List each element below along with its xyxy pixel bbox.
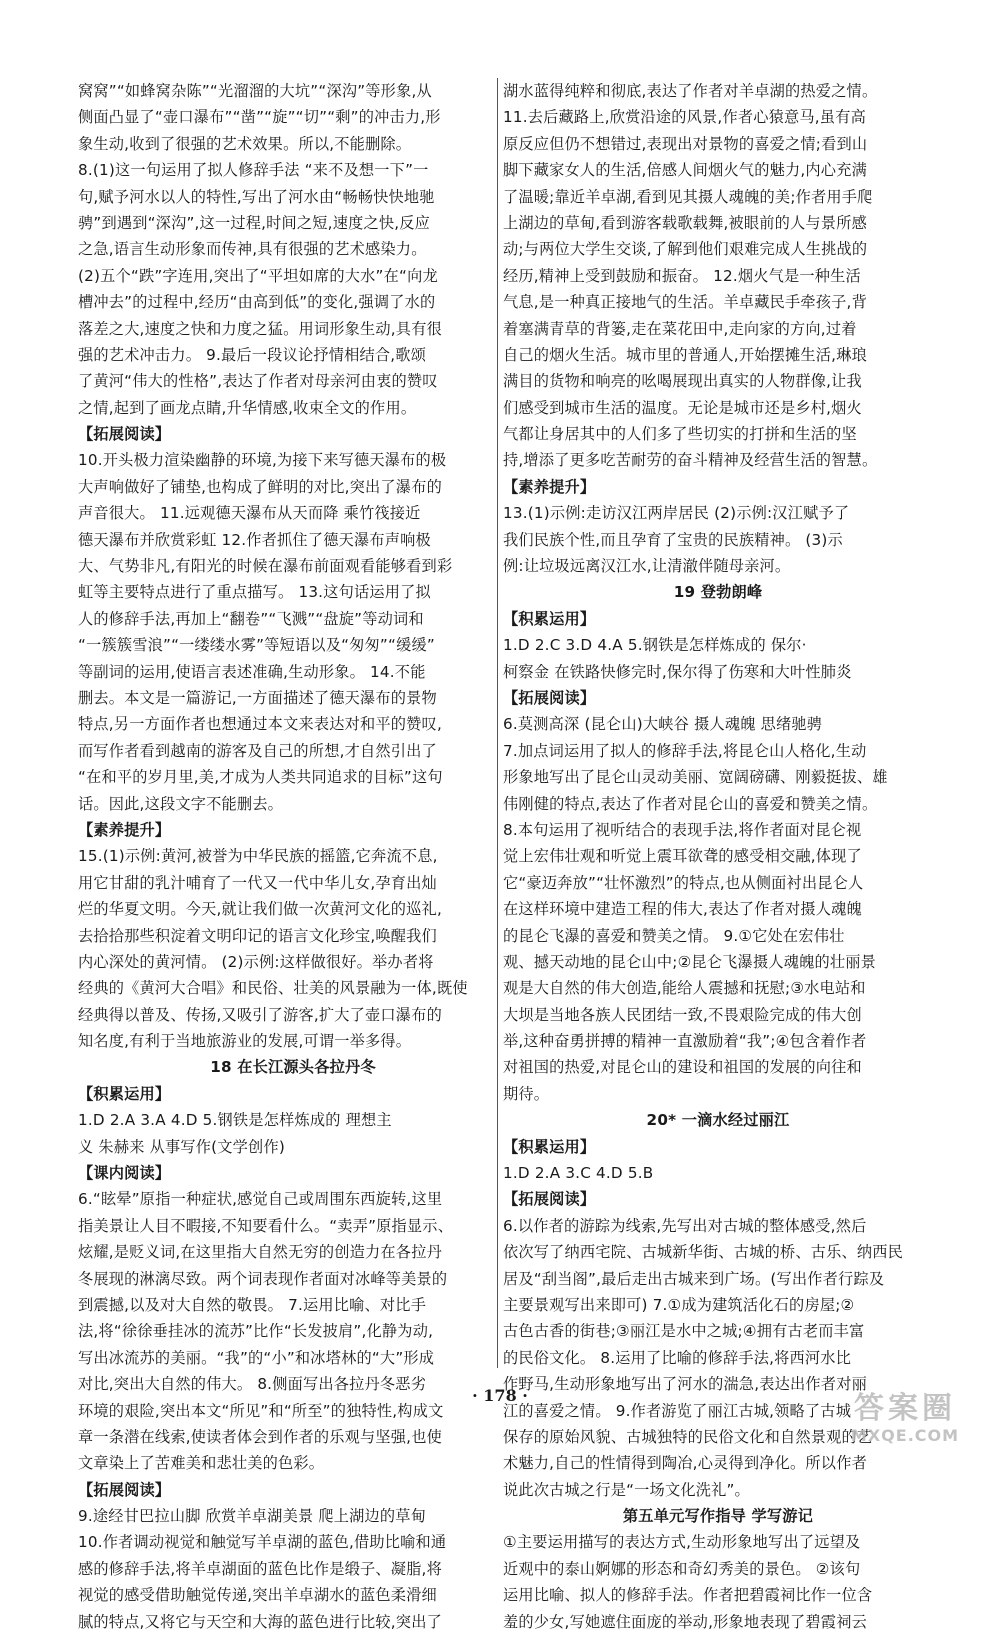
text-line: 10.开头极力渲染幽静的环境,为接下来写德天瀑布的极 <box>78 451 447 470</box>
text-line: “在和平的岁月里,美,才成为人类共同追求的目标”这句 <box>78 768 443 787</box>
text-line: 文章染上了苦难美和悲壮美的色彩。 <box>78 1454 325 1473</box>
text-line: 之急,语言生动形象而传神,具有很强的艺术感染力。 <box>78 240 427 259</box>
text-line: 内心深处的黄河情。 (2)示例:这样做很好。举办者将 <box>78 952 434 971</box>
text-line: 持,增添了更多吃苦耐劳的奋斗精神及经营生活的智慧。 <box>503 451 878 470</box>
text-line: 章一条潜在线索,使读者体会到作者的乐观与坚强,也使 <box>78 1427 442 1446</box>
text-line: 了黄河“伟大的性格”,表达了作者对母亲河由衷的赞叹 <box>78 372 438 391</box>
text-line: 对祖国的热爱,对昆仑山的建设和祖国的发展的向往和 <box>503 1058 862 1077</box>
text-line: 6.“眩晕”原指一种症状,感觉自己或周围东西旋转,这里 <box>78 1190 443 1209</box>
text-line: 说此次古城之行是“一场文化洗礼”。 <box>503 1480 750 1499</box>
text-line: 去拾拾那些积淀着文明印记的语言文化珍宝,唤醒我们 <box>78 926 437 945</box>
text-line: 运用比喻、拟人的修辞手法。作者把碧霞祠比作一位含 <box>503 1586 873 1605</box>
text-line: 羞的少女,写她遮住面庞的举动,形象地表现了碧霞祠云 <box>503 1612 867 1631</box>
text-line: 观、撼天动地的昆仑山中;②昆仑飞瀑摄人魂魄的壮丽景 <box>503 952 877 971</box>
text-line: 了温暖;靠近羊卓湖,看到见其摄人魂魄的美;作者用手爬 <box>503 187 873 206</box>
text-line: 虹等主要特点进行了重点描写。 13.这句话运用了拟 <box>78 583 431 602</box>
text-line: 经历,精神上受到鼓励和振奋。 12.烟火气是一种生活 <box>503 266 861 285</box>
text-line: 江的喜爱之情。 9.作者游览了丽江古城,领略了古城 <box>503 1401 852 1420</box>
section-heading: 【积累运用】 <box>503 609 596 628</box>
text-line: 经典得以普及、传扬,又吸引了游客,扩大了壶口瀑布的 <box>78 1005 442 1024</box>
text-line: 大坝是当地各族人民团结一致,不畏艰险完成的伟大创 <box>503 1005 862 1024</box>
text-line: “一簇簇雪浪”“一缕缕水雾”等短语以及“匆匆”“缓缓” <box>78 636 435 655</box>
section-heading: 【素养提升】 <box>78 820 171 839</box>
page-number: · 178 · <box>472 1386 528 1405</box>
text-line: 写出冰流苏的美丽。“我”的“小”和冰塔林的“大”形成 <box>78 1348 435 1367</box>
text-line: 人的修辞手法,再加上“翻卷”“飞溅”“盘旋”等动词和 <box>78 609 424 628</box>
text-line: 满目的货物和响亮的吆喝展现出真实的人物群像,让我 <box>503 372 862 391</box>
text-line: 着塞满青草的背篓,走在菜花田中,走向家的方向,过着 <box>503 319 857 338</box>
text-line: 气都让身居其中的人们多了些切实的打拼和生活的坚 <box>503 425 857 444</box>
text-line: 9.途经甘巴拉山脚 欣赏羊卓湖美景 爬上湖边的草甸 <box>78 1507 427 1526</box>
text-line: 的民俗文化。 8.运用了比喻的修辞手法,将西河水比 <box>503 1348 852 1367</box>
text-line: (2)五个“跌”字连用,突出了“平坦如席的大水”在“向龙 <box>78 266 438 285</box>
text-line: 的昆仑飞瀑的喜爱和赞美之情。 9.①它处在宏伟壮 <box>503 926 845 945</box>
text-line: 它“豪迈奔放”“壮怀激烈”的特点,也从侧面衬出昆仑人 <box>503 873 864 892</box>
text-line: 话。因此,这段文字不能删去。 <box>78 794 284 813</box>
text-line: 7.加点词运用了拟人的修辞手法,将昆仑山人格化,生动 <box>503 741 867 760</box>
text-line: 自己的烟火生活。城市里的普通人,开始摆摊生活,琳琅 <box>503 345 867 364</box>
text-line: 德天瀑布并欣赏彩虹 12.作者抓住了德天瀑布声响极 <box>78 530 431 549</box>
text-line: ①主要运用描写的表达方式,生动形象地写出了远望及 <box>503 1533 861 1552</box>
text-line: 腻的特点,又将它与天空和大海的蓝色进行比较,突出了 <box>78 1612 442 1631</box>
text-line: 脚下藏家女人的生活,倍感人间烟火气的魅力,内心充满 <box>503 161 867 180</box>
watermark-line2: MXQE.COM <box>850 1426 960 1445</box>
text-line: 居及“刮当阁”,最后走出古城来到广场。(写出作者行踪及 <box>503 1269 885 1288</box>
text-line: 用它甘甜的乳汁哺育了一代又一代中华儿女,孕育出灿 <box>78 873 437 892</box>
section-heading: 【素养提升】 <box>503 477 596 496</box>
text-line: 保存的原始风貌、古城独特的民俗文化和自然景观的艺 <box>503 1427 873 1446</box>
column-divider <box>497 78 498 1368</box>
text-line: 伟刚健的特点,表达了作者对昆仑山的喜爱和赞美之情。 <box>503 794 878 813</box>
text-line: 经典的《黄河大合唱》和民俗、壮美的风景融为一体,既使 <box>78 979 468 998</box>
text-line: 烂的华夏文明。今天,就让我们做一次黄河文化的巡礼, <box>78 900 442 919</box>
text-line: 10.作者调动视觉和触觉写羊卓湖的蓝色,借助比喻和通 <box>78 1533 447 1552</box>
text-line: 举,这种奋勇拼搏的精神一直激励着“我”;④包含着作者 <box>503 1032 867 1051</box>
text-line: 感的修辞手法,将羊卓湖面的蓝色比作是缎子、凝脂,将 <box>78 1559 442 1578</box>
text-line: 骋”到遇到“深沟”,这一过程,时间之短,速度之快,反应 <box>78 213 431 232</box>
text-line: 对比,突出大自然的伟大。 8.侧面写出各拉丹冬恶劣 <box>78 1375 427 1394</box>
text-line: 等副词的运用,使语言表述准确,生动形象。 14.不能 <box>78 662 426 681</box>
lesson-title: 18 在长江源头各拉丹冬 <box>210 1058 376 1077</box>
text-line: 例:让垃圾远离汉江水,让清澈伴随母亲河。 <box>503 557 791 576</box>
section-heading: 【拓展阅读】 <box>503 1190 596 1209</box>
text-line: 形象地写出了昆仑山灵动美丽、宽阔磅礴、刚毅挺拔、雄 <box>503 768 888 787</box>
watermark-logo <box>820 1392 990 1452</box>
lesson-title: 20* 一滴水经过丽江 <box>646 1111 790 1130</box>
text-line: 而写作者看到越南的游客及自己的所想,才自然引出了 <box>78 741 437 760</box>
text-line: 作野马,生动形象地写出了河水的湍急,表达出作者对丽 <box>503 1375 867 1394</box>
watermark-line1: 答案圈 <box>854 1391 956 1426</box>
text-line: 6.以作者的游踪为线索,先写出对古城的整体感受,然后 <box>503 1216 867 1235</box>
text-line: 象生动,收到了很强的艺术效果。所以,不能删除。 <box>78 134 412 153</box>
text-line: 之情,起到了画龙点睛,升华情感,收束全文的作用。 <box>78 398 417 417</box>
text-line: 术魅力,自己的性情得到陶冶,心灵得到净化。所以作者 <box>503 1454 867 1473</box>
text-line: 到震撼,以及对大自然的敬畏。 7.运用比喻、对比手 <box>78 1295 427 1314</box>
text-line: 上湖边的草甸,看到游客载歌载舞,被眼前的人与景所感 <box>503 213 867 232</box>
text-line: 冬展现的淋漓尽致。两个词表现作者面对冰峰等美景的 <box>78 1269 448 1288</box>
text-line: 特点,另一方面作者也想通过本文来表达对和平的赞叹, <box>78 715 442 734</box>
lesson-title: 第五单元写作指导 学写游记 <box>622 1507 814 1526</box>
text-line: 8.本句运用了视听结合的表现手法,将作者面对昆仑视 <box>503 820 862 839</box>
text-line: 主要景观写出来即可) 7.①成为建筑活化石的房屋;② <box>503 1295 855 1314</box>
text-line: 们感受到城市生活的温度。无论是城市还是乡村,烟火 <box>503 398 862 417</box>
text-line: 觉上宏伟壮观和听觉上震耳欲聋的感受相交融,体现了 <box>503 847 862 866</box>
text-line: 动;与两位大学生交谈,了解到他们艰难完成人生挑战的 <box>503 240 868 259</box>
section-heading: 【积累运用】 <box>78 1084 171 1103</box>
text-line: 6.莫测高深 (昆仑山)大峡谷 摄人魂魄 思绪驰骋 <box>503 715 823 734</box>
text-line: 侧面凸显了“壶口瀑布”“凿”“旋”“切”“剩”的冲击力,形 <box>78 108 441 127</box>
text-line: 8.(1)这一句运用了拟人修辞手法 “来不及想一下”一 <box>78 161 429 180</box>
text-line: 在这样环境中建造工程的伟大,表达了作者对摄人魂魄 <box>503 900 862 919</box>
text-line: 13.(1)示例:走访汉江两岸居民 (2)示例:汉江赋予了 <box>503 504 850 523</box>
text-line: 落差之大,速度之快和力度之猛。用词形象生动,具有很 <box>78 319 442 338</box>
text-line: 期待。 <box>503 1084 550 1103</box>
text-line: 气息,是一种真正接地气的生活。羊卓藏民手牵孩子,背 <box>503 293 867 312</box>
text-line: 我们民族个性,而且孕育了宝贵的民族精神。 (3)示 <box>503 530 843 549</box>
text-line: 强的艺术冲击力。 9.最后一段议论抒情相结合,歌颂 <box>78 345 427 364</box>
text-line: 15.(1)示例:黄河,被誉为中华民族的摇篮,它奔流不息, <box>78 847 438 866</box>
text-line: 近观中的泰山婀娜的形态和奇幻秀美的景色。 ②该句 <box>503 1559 861 1578</box>
text-line: 1.D 2.C 3.D 4.A 5.钢铁是怎样炼成的 保尔· <box>503 636 807 655</box>
text-line: 1.D 2.A 3.C 4.D 5.B <box>503 1164 654 1183</box>
section-heading: 【拓展阅读】 <box>78 425 171 444</box>
text-line: 环境的艰险,突出本文“所见”和“所至”的独特性,构成文 <box>78 1401 444 1420</box>
section-heading: 【拓展阅读】 <box>503 688 596 707</box>
text-line: 义 朱赫来 从事写作(文学创作) <box>78 1137 285 1156</box>
text-line: 依次写了纳西宅院、古城新华街、古城的桥、古乐、纳西民 <box>503 1243 904 1262</box>
text-line: 原反应但仍不想错过,表现出对景物的喜爱之情;看到山 <box>503 134 868 153</box>
section-heading: 【课内阅读】 <box>78 1164 171 1183</box>
lesson-title: 19 登勃朗峰 <box>673 583 763 602</box>
text-line: 指美景让人目不暇接,不知要看什么。“卖弄”原指显示、 <box>78 1216 454 1235</box>
text-line: 柯察金 在铁路快修完时,保尔得了伤寒和大叶性肺炎 <box>503 662 852 681</box>
section-heading: 【积累运用】 <box>503 1137 596 1156</box>
text-line: 观是大自然的伟大创造,能给人震撼和抚慰;③水电站和 <box>503 979 866 998</box>
text-line: 炫耀,是贬义词,在这里指大自然无穷的创造力在各拉丹 <box>78 1243 442 1262</box>
section-heading: 【拓展阅读】 <box>78 1480 171 1499</box>
text-line: 删去。本文是一篇游记,一方面描述了德天瀑布的景物 <box>78 688 437 707</box>
text-line: 窝窝”“如蜂窝杂陈”“光溜溜的大坑”“深沟”等形象,从 <box>78 82 432 100</box>
text-line: 古色古香的街巷;③丽江是水中之城;④拥有古老而丰富 <box>503 1322 865 1341</box>
text-line: 视觉的感受借助触觉传递,突出羊卓湖水的蓝色柔滑细 <box>78 1586 437 1605</box>
text-line: 知名度,有利于当地旅游业的发展,可谓一举多得。 <box>78 1032 412 1051</box>
text-line: 句,赋予河水以人的特性,写出了河水由“畅畅快快地驰 <box>78 187 435 206</box>
text-line: 大声响做好了铺垫,也构成了鲜明的对比,突出了瀑布的 <box>78 477 442 496</box>
text-line: 法,将“徐徐垂挂冰的流苏”比作“长发披肩”,化静为动, <box>78 1322 434 1341</box>
text-line: 槽冲去”的过程中,经历“由高到低”的变化,强调了水的 <box>78 293 436 312</box>
text-line: 11.去后藏路上,欣赏沿途的风景,作者心猿意马,虽有高 <box>503 108 866 127</box>
text-line: 大、气势非凡,有阳光的时候在瀑布前面观看能够看到彩 <box>78 557 453 576</box>
text-line: 湖水蓝得纯粹和彻底,表达了作者对羊卓湖的热爱之情。 <box>503 82 878 100</box>
text-line: 1.D 2.A 3.A 4.D 5.钢铁是怎样炼成的 理想主 <box>78 1111 392 1130</box>
text-line: 声音很大。 11.远观德天瀑布从天而降 乘竹筏接近 <box>78 504 421 523</box>
